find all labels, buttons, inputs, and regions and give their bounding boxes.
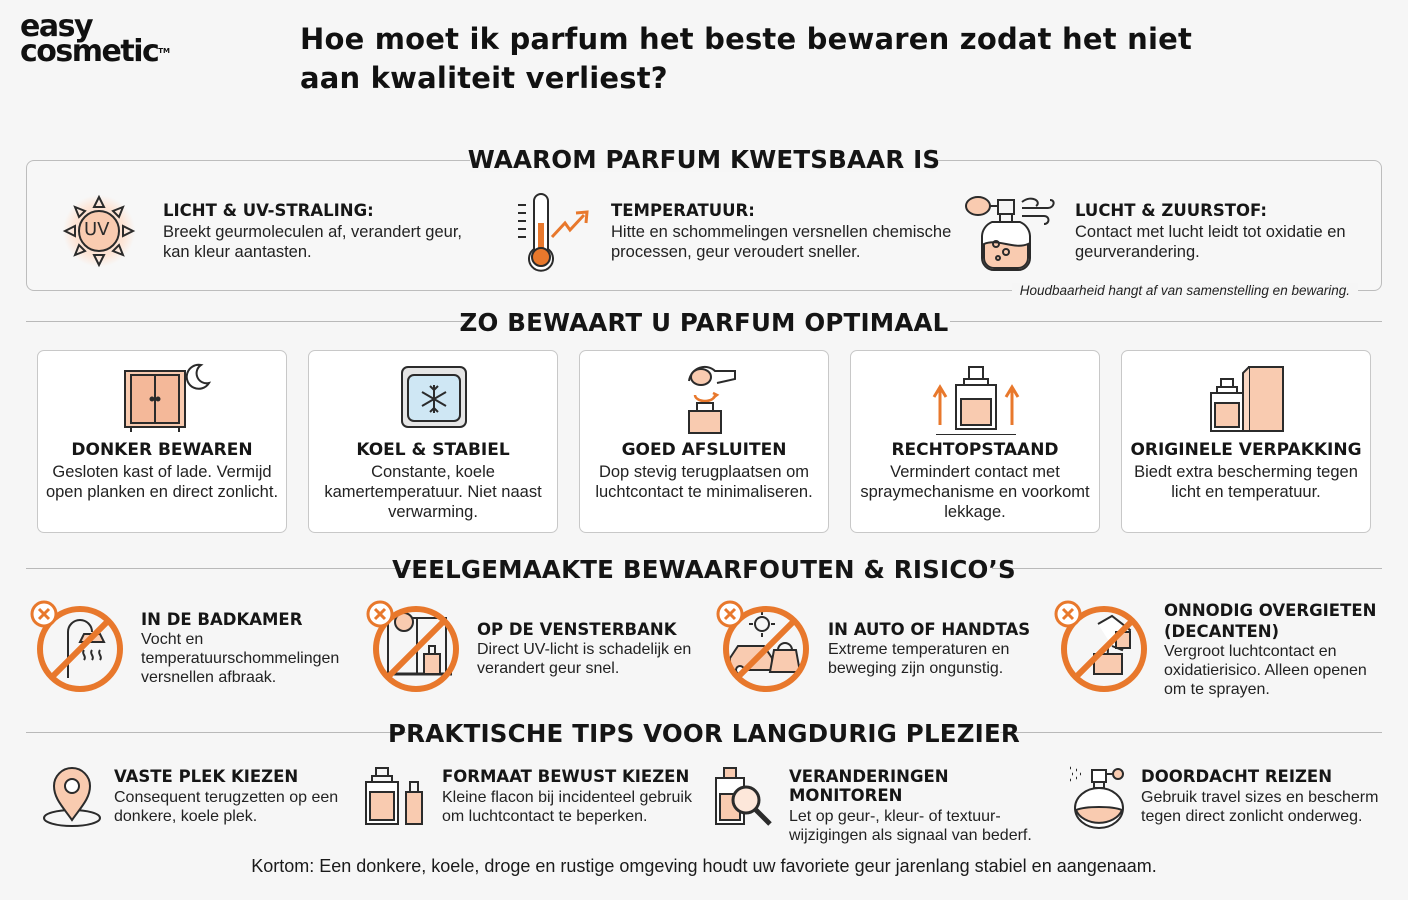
store-card-packaging (1121, 350, 1371, 533)
store-card-title: RECHTOPSTAAND (891, 440, 1059, 460)
store-card-desc: Constante, koele kamertemperatuur. Niet naast verwarming. (324, 463, 542, 521)
store-heading: ZO BEWAART U PARFUM OPTIMAAL (459, 308, 949, 337)
why-heading: WAAROM PARFUM KWETSBAAR IS (467, 145, 941, 174)
store-card-title: GOED AFSLUITEN (621, 440, 787, 460)
why-item-temperature (611, 201, 961, 262)
why-item-light (163, 201, 463, 262)
why-item-title: TEMPERATUUR: (611, 201, 755, 220)
mistake-desc: Extreme temperaturen en beweging zijn ongunstig. (828, 641, 1010, 677)
magnifier-bottle-icon (710, 764, 782, 830)
tip-title: VERANDERINGEN MONITOREN (789, 767, 949, 805)
why-item-desc: Hitte en schommelingen versnellen chemische processen, geur veroudert sneller. (611, 223, 952, 261)
mistake-windowsill (477, 619, 697, 678)
why-item-air (1075, 201, 1365, 262)
store-card-desc: Gesloten kast of lade. Vermijd open planken en direct zonlicht. (45, 463, 279, 501)
mistake-desc: Direct UV-licht is schadelijk en verandert geur snel. (477, 641, 692, 677)
store-card-title: KOEL & STABIEL (356, 440, 510, 460)
thermometer-icon (510, 193, 595, 273)
brand-logo (20, 9, 171, 69)
tip-desc: Let op geur-, kleur- of textuur-wijzigingen als signaal van bederf. (789, 808, 1032, 844)
why-item-desc: Contact met lucht leidt tot oxidatie en geurverandering. (1075, 223, 1346, 261)
footer-summary: Kortom: Een donkere, koele, droge en rustige omgeving houdt uw favoriete geur jarenlang stabiel en aangenaam. (251, 856, 1157, 876)
mistake-title: ONNODIG OVERGIETEN (DECANTEN) (1164, 601, 1377, 641)
store-card-cool (308, 350, 558, 533)
bottle-box-icon (1197, 359, 1297, 435)
no-car-bag-icon (714, 598, 814, 694)
cap-closing-icon (655, 359, 755, 435)
mistake-car-bag (828, 619, 1038, 678)
store-card-desc: Biedt extra bescherming tegen licht en temperatuur. (1134, 463, 1358, 501)
no-windowsill-icon (364, 598, 464, 694)
tip-desc: Gebruik travel sizes en bescherm tegen direct zonlicht onderweg. (1141, 789, 1379, 825)
tip-desc: Consequent terugzetten op een donkere, koele plek. (114, 789, 339, 825)
brand-line2: cosmetic (20, 34, 159, 69)
store-card-title: ORIGINELE VERPAKKING (1130, 440, 1362, 460)
travel-spray-icon (1066, 764, 1136, 830)
store-card-close (579, 350, 829, 533)
upright-bottle-icon (926, 359, 1026, 435)
tip-size (442, 767, 702, 826)
no-bathroom-icon (28, 598, 128, 694)
store-card-upright (850, 350, 1100, 533)
perfume-air-icon (960, 188, 1060, 274)
mistake-title: IN AUTO OF HANDTAS (828, 620, 1031, 639)
mistake-title: IN DE BADKAMER (141, 610, 303, 629)
cabinet-moon-icon (113, 359, 213, 435)
tip-title: VASTE PLEK KIEZEN (114, 767, 299, 786)
store-card-desc: Dop stevig terugplaatsen om luchtcontact te minimaliseren. (595, 463, 813, 501)
store-card-desc: Vermindert contact met spraymechanisme en voorkomt lekkage. (860, 463, 1090, 521)
mistakes-heading: VEELGEMAAKTE BEWAARFOUTEN & RISICO’S (392, 555, 1016, 584)
cool-box-icon (384, 359, 484, 435)
location-pin-icon (38, 764, 106, 830)
mistake-title: OP DE VENSTERBANK (477, 620, 677, 639)
why-item-title: LICHT & UV-STRALING: (163, 201, 374, 220)
mistake-desc: Vocht en temperatuurschommelingen versnellen afbraak. (141, 631, 340, 686)
no-decanting-icon (1052, 598, 1152, 694)
mistake-bathroom (141, 609, 351, 687)
tip-travel (1141, 767, 1391, 826)
brand-line1: easy (20, 9, 93, 44)
mistake-decanting (1164, 600, 1384, 699)
brand-tm: TM (158, 47, 171, 55)
why-item-title: LUCHT & ZUURSTOF: (1075, 201, 1267, 220)
uv-label: UV (84, 219, 110, 240)
store-card-dark (37, 350, 287, 533)
why-note: Houdbaarheid hangt af van samenstelling en bewaring. (1012, 283, 1358, 298)
tip-monitor (789, 767, 1059, 845)
mistake-desc: Vergroot luchtcontact en oxidatierisico. Alleen openen om te sprayen. (1164, 643, 1367, 698)
why-item-desc: Breekt geurmoleculen af, verandert geur, kan kleur aantasten. (163, 223, 463, 261)
page-title: Hoe moet ik parfum het beste bewaren zodat het niet aan kwaliteit verliest? (300, 22, 1193, 95)
bottle-sizes-icon (362, 764, 434, 830)
tip-desc: Kleine flacon bij incidenteel gebruik om luchtcontact te beperken. (442, 789, 692, 825)
tip-title: FORMAAT BEWUST KIEZEN (442, 767, 690, 786)
tip-fixed-place (114, 767, 354, 826)
tip-title: DOORDACHT REIZEN (1141, 767, 1332, 786)
store-card-title: DONKER BEWAREN (71, 440, 253, 460)
tips-heading: PRAKTISCHE TIPS VOOR LANGDURIG PLEZIER (388, 719, 1020, 748)
